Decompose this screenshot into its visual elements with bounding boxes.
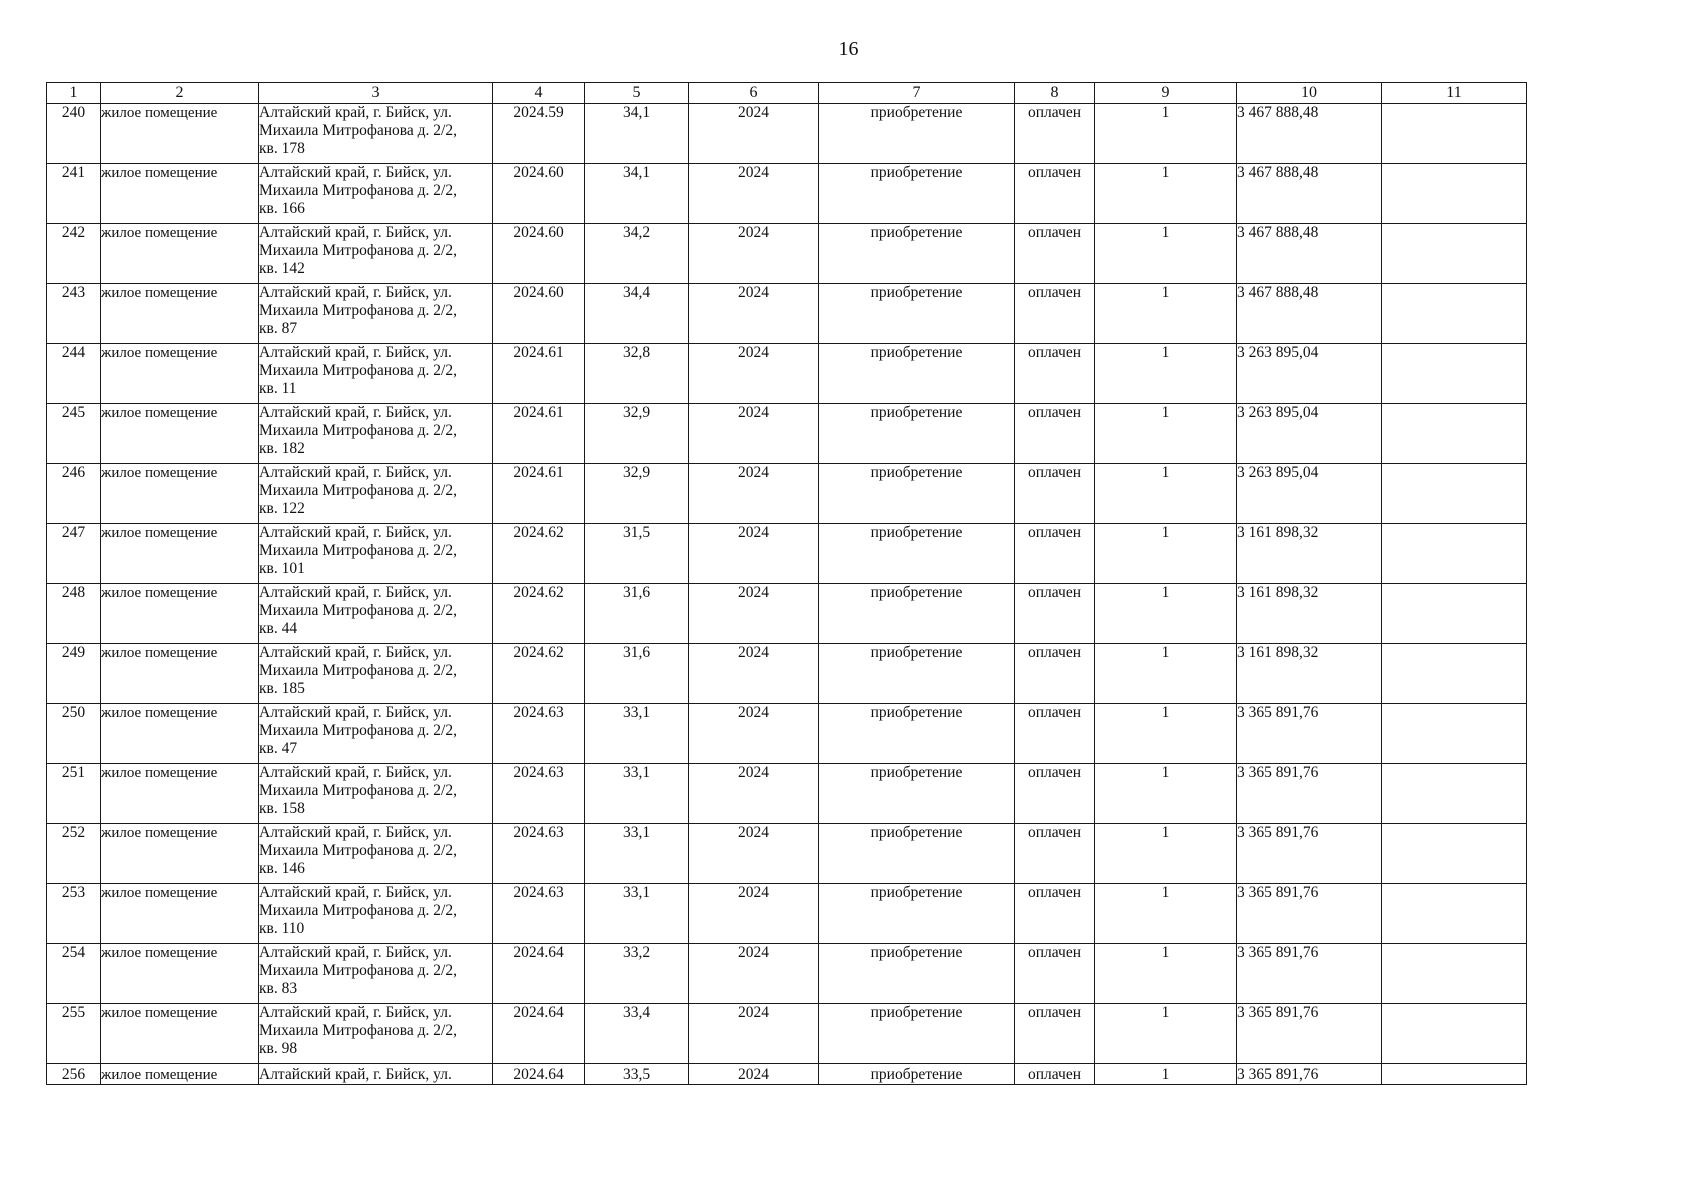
address-line: кв. 158 bbox=[259, 800, 305, 817]
property-type: жилое помещение bbox=[101, 404, 259, 464]
year: 2024 bbox=[689, 824, 819, 884]
area-sqm: 31,6 bbox=[585, 644, 689, 704]
page-number: 16 bbox=[838, 38, 859, 60]
address-line: Алтайский край, г. Бийск, ул. bbox=[259, 884, 452, 901]
cost: 3 467 888,48 bbox=[1237, 164, 1382, 224]
note bbox=[1382, 1004, 1527, 1064]
table-row bbox=[47, 344, 1527, 404]
property-address bbox=[259, 524, 493, 584]
payment-status: оплачен bbox=[1015, 944, 1095, 1004]
address-line: Алтайский край, г. Бийск, ул. bbox=[259, 104, 452, 121]
cost: 3 365 891,76 bbox=[1237, 704, 1382, 764]
cost: 3 263 895,04 bbox=[1237, 464, 1382, 524]
quantity: 1 bbox=[1095, 644, 1237, 704]
cost: 3 263 895,04 bbox=[1237, 344, 1382, 404]
address-line: Алтайский край, г. Бийск, ул. bbox=[259, 584, 452, 601]
note bbox=[1382, 584, 1527, 644]
property-type: жилое помещение bbox=[101, 224, 259, 284]
address-line: Михаила Митрофанова д. 2/2, bbox=[259, 842, 457, 859]
quantity: 1 bbox=[1095, 1064, 1237, 1085]
row-number: 241 bbox=[47, 164, 101, 224]
table-row bbox=[47, 1064, 1527, 1085]
registry-number: 2024.61 bbox=[493, 344, 585, 404]
property-address bbox=[259, 824, 493, 884]
property-address bbox=[259, 764, 493, 824]
column-header: 9 bbox=[1095, 83, 1237, 104]
quantity: 1 bbox=[1095, 344, 1237, 404]
payment-status: оплачен bbox=[1015, 644, 1095, 704]
column-header: 1 bbox=[47, 83, 101, 104]
quantity: 1 bbox=[1095, 284, 1237, 344]
area-sqm: 34,4 bbox=[585, 284, 689, 344]
column-header: 2 bbox=[101, 83, 259, 104]
acquisition-basis: приобретение bbox=[819, 524, 1015, 584]
registry-number: 2024.59 bbox=[493, 104, 585, 164]
property-type: жилое помещение bbox=[101, 884, 259, 944]
row-number: 254 bbox=[47, 944, 101, 1004]
address-line: кв. 110 bbox=[259, 920, 305, 937]
area-sqm: 33,5 bbox=[585, 1064, 689, 1085]
cost: 3 161 898,32 bbox=[1237, 644, 1382, 704]
year: 2024 bbox=[689, 344, 819, 404]
property-type: жилое помещение bbox=[101, 764, 259, 824]
acquisition-basis: приобретение bbox=[819, 824, 1015, 884]
payment-status: оплачен bbox=[1015, 164, 1095, 224]
table-row bbox=[47, 164, 1527, 224]
registry-number: 2024.62 bbox=[493, 524, 585, 584]
address-line: Михаила Митрофанова д. 2/2, bbox=[259, 782, 457, 799]
note bbox=[1382, 764, 1527, 824]
cost: 3 467 888,48 bbox=[1237, 284, 1382, 344]
property-address bbox=[259, 644, 493, 704]
cost: 3 467 888,48 bbox=[1237, 224, 1382, 284]
note bbox=[1382, 1064, 1527, 1085]
address-line: кв. 166 bbox=[259, 200, 305, 217]
registry-number: 2024.62 bbox=[493, 584, 585, 644]
address-line: Михаила Митрофанова д. 2/2, bbox=[259, 302, 457, 319]
note bbox=[1382, 944, 1527, 1004]
registry-number: 2024.63 bbox=[493, 704, 585, 764]
property-address bbox=[259, 224, 493, 284]
address-line: Михаила Митрофанова д. 2/2, bbox=[259, 422, 457, 439]
year: 2024 bbox=[689, 704, 819, 764]
address-line: Алтайский край, г. Бийск, ул. bbox=[259, 764, 452, 781]
row-number: 250 bbox=[47, 704, 101, 764]
note bbox=[1382, 344, 1527, 404]
year: 2024 bbox=[689, 464, 819, 524]
address-line: Михаила Митрофанова д. 2/2, bbox=[259, 962, 457, 979]
acquisition-basis: приобретение bbox=[819, 584, 1015, 644]
table-row bbox=[47, 824, 1527, 884]
year: 2024 bbox=[689, 584, 819, 644]
payment-status: оплачен bbox=[1015, 1064, 1095, 1085]
cost: 3 365 891,76 bbox=[1237, 1004, 1382, 1064]
acquisition-basis: приобретение bbox=[819, 644, 1015, 704]
row-number: 252 bbox=[47, 824, 101, 884]
table-row bbox=[47, 584, 1527, 644]
row-number: 248 bbox=[47, 584, 101, 644]
row-number: 256 bbox=[47, 1064, 101, 1085]
address-line: Алтайский край, г. Бийск, ул. bbox=[259, 524, 452, 541]
column-header: 3 bbox=[259, 83, 493, 104]
area-sqm: 34,1 bbox=[585, 164, 689, 224]
year: 2024 bbox=[689, 764, 819, 824]
year: 2024 bbox=[689, 524, 819, 584]
address-line: Алтайский край, г. Бийск, ул. bbox=[259, 164, 452, 181]
table-row bbox=[47, 524, 1527, 584]
acquisition-basis: приобретение bbox=[819, 944, 1015, 1004]
note bbox=[1382, 524, 1527, 584]
address-line: Алтайский край, г. Бийск, ул. bbox=[259, 824, 452, 841]
property-address bbox=[259, 164, 493, 224]
address-line: кв. 122 bbox=[259, 500, 305, 517]
payment-status: оплачен bbox=[1015, 464, 1095, 524]
address-line: Михаила Митрофанова д. 2/2, bbox=[259, 662, 457, 679]
column-header: 4 bbox=[493, 83, 585, 104]
area-sqm: 33,4 bbox=[585, 1004, 689, 1064]
row-number: 246 bbox=[47, 464, 101, 524]
table-row bbox=[47, 1004, 1527, 1064]
quantity: 1 bbox=[1095, 884, 1237, 944]
cost: 3 365 891,76 bbox=[1237, 884, 1382, 944]
year: 2024 bbox=[689, 944, 819, 1004]
cost: 3 467 888,48 bbox=[1237, 104, 1382, 164]
column-header: 8 bbox=[1015, 83, 1095, 104]
table-row bbox=[47, 884, 1527, 944]
row-number: 253 bbox=[47, 884, 101, 944]
quantity: 1 bbox=[1095, 164, 1237, 224]
column-header: 5 bbox=[585, 83, 689, 104]
address-line: кв. 83 bbox=[259, 980, 298, 997]
year: 2024 bbox=[689, 1004, 819, 1064]
registry-number: 2024.64 bbox=[493, 1064, 585, 1085]
quantity: 1 bbox=[1095, 104, 1237, 164]
registry-number: 2024.62 bbox=[493, 644, 585, 704]
address-line: Михаила Митрофанова д. 2/2, bbox=[259, 542, 457, 559]
payment-status: оплачен bbox=[1015, 1004, 1095, 1064]
area-sqm: 32,9 bbox=[585, 404, 689, 464]
register-body bbox=[47, 104, 1527, 1085]
address-line: кв. 142 bbox=[259, 260, 305, 277]
address-line: Михаила Митрофанова д. 2/2, bbox=[259, 902, 457, 919]
property-address bbox=[259, 1064, 493, 1085]
row-number: 249 bbox=[47, 644, 101, 704]
property-address bbox=[259, 344, 493, 404]
property-type: жилое помещение bbox=[101, 704, 259, 764]
address-line: Алтайский край, г. Бийск, ул. bbox=[259, 344, 452, 361]
acquisition-basis: приобретение bbox=[819, 884, 1015, 944]
registry-number: 2024.60 bbox=[493, 224, 585, 284]
address-line: Алтайский край, г. Бийск, ул. bbox=[259, 464, 452, 481]
payment-status: оплачен bbox=[1015, 704, 1095, 764]
quantity: 1 bbox=[1095, 824, 1237, 884]
quantity: 1 bbox=[1095, 764, 1237, 824]
year: 2024 bbox=[689, 404, 819, 464]
acquisition-basis: приобретение bbox=[819, 404, 1015, 464]
address-line: Михаила Митрофанова д. 2/2, bbox=[259, 122, 457, 139]
address-line: Алтайский край, г. Бийск, ул. bbox=[259, 644, 452, 661]
property-type: жилое помещение bbox=[101, 464, 259, 524]
property-type: жилое помещение bbox=[101, 644, 259, 704]
row-number: 243 bbox=[47, 284, 101, 344]
payment-status: оплачен bbox=[1015, 404, 1095, 464]
registry-number: 2024.60 bbox=[493, 164, 585, 224]
property-address bbox=[259, 584, 493, 644]
address-line: кв. 11 bbox=[259, 380, 297, 397]
row-number: 255 bbox=[47, 1004, 101, 1064]
row-number: 245 bbox=[47, 404, 101, 464]
payment-status: оплачен bbox=[1015, 104, 1095, 164]
address-line: кв. 44 bbox=[259, 620, 298, 637]
property-type: жилое помещение bbox=[101, 584, 259, 644]
note bbox=[1382, 704, 1527, 764]
cost: 3 365 891,76 bbox=[1237, 764, 1382, 824]
payment-status: оплачен bbox=[1015, 524, 1095, 584]
registry-number: 2024.61 bbox=[493, 464, 585, 524]
address-line: кв. 47 bbox=[259, 740, 298, 757]
property-address bbox=[259, 944, 493, 1004]
area-sqm: 33,1 bbox=[585, 884, 689, 944]
registry-number: 2024.60 bbox=[493, 284, 585, 344]
address-line: Михаила Митрофанова д. 2/2, bbox=[259, 722, 457, 739]
property-type: жилое помещение bbox=[101, 524, 259, 584]
note bbox=[1382, 824, 1527, 884]
cost: 3 161 898,32 bbox=[1237, 524, 1382, 584]
column-header: 10 bbox=[1237, 83, 1382, 104]
acquisition-basis: приобретение bbox=[819, 344, 1015, 404]
property-type: жилое помещение bbox=[101, 1064, 259, 1085]
payment-status: оплачен bbox=[1015, 824, 1095, 884]
acquisition-basis: приобретение bbox=[819, 704, 1015, 764]
area-sqm: 33,1 bbox=[585, 824, 689, 884]
note bbox=[1382, 464, 1527, 524]
quantity: 1 bbox=[1095, 404, 1237, 464]
address-line: кв. 182 bbox=[259, 440, 305, 457]
acquisition-basis: приобретение bbox=[819, 164, 1015, 224]
cost: 3 365 891,76 bbox=[1237, 944, 1382, 1004]
address-line: Алтайский край, г. Бийск, ул. bbox=[259, 1066, 452, 1083]
address-line: Алтайский край, г. Бийск, ул. bbox=[259, 704, 452, 721]
row-number: 242 bbox=[47, 224, 101, 284]
quantity: 1 bbox=[1095, 224, 1237, 284]
note bbox=[1382, 164, 1527, 224]
property-address bbox=[259, 1004, 493, 1064]
table-row bbox=[47, 224, 1527, 284]
quantity: 1 bbox=[1095, 1004, 1237, 1064]
quantity: 1 bbox=[1095, 944, 1237, 1004]
property-address bbox=[259, 884, 493, 944]
address-line: кв. 98 bbox=[259, 1040, 298, 1057]
row-number: 251 bbox=[47, 764, 101, 824]
address-line: Михаила Митрофанова д. 2/2, bbox=[259, 242, 457, 259]
column-header: 6 bbox=[689, 83, 819, 104]
address-line: Алтайский край, г. Бийск, ул. bbox=[259, 1004, 452, 1021]
quantity: 1 bbox=[1095, 464, 1237, 524]
address-line: кв. 146 bbox=[259, 860, 305, 877]
area-sqm: 33,1 bbox=[585, 764, 689, 824]
acquisition-basis: приобретение bbox=[819, 284, 1015, 344]
row-number: 244 bbox=[47, 344, 101, 404]
address-line: кв. 87 bbox=[259, 320, 298, 337]
table-row bbox=[47, 404, 1527, 464]
property-address bbox=[259, 464, 493, 524]
address-line: Михаила Митрофанова д. 2/2, bbox=[259, 602, 457, 619]
property-type: жилое помещение bbox=[101, 164, 259, 224]
table-row bbox=[47, 764, 1527, 824]
property-type: жилое помещение bbox=[101, 1004, 259, 1064]
address-line: Алтайский край, г. Бийск, ул. bbox=[259, 404, 452, 421]
payment-status: оплачен bbox=[1015, 764, 1095, 824]
property-type: жилое помещение bbox=[101, 824, 259, 884]
acquisition-basis: приобретение bbox=[819, 104, 1015, 164]
property-type: жилое помещение bbox=[101, 344, 259, 404]
address-line: Алтайский край, г. Бийск, ул. bbox=[259, 224, 452, 241]
payment-status: оплачен bbox=[1015, 224, 1095, 284]
area-sqm: 32,8 bbox=[585, 344, 689, 404]
row-number: 240 bbox=[47, 104, 101, 164]
address-line: Михаила Митрофанова д. 2/2, bbox=[259, 1022, 457, 1039]
property-type: жилое помещение bbox=[101, 104, 259, 164]
area-sqm: 34,2 bbox=[585, 224, 689, 284]
year: 2024 bbox=[689, 644, 819, 704]
registry-number: 2024.64 bbox=[493, 944, 585, 1004]
address-line: Михаила Митрофанова д. 2/2, bbox=[259, 482, 457, 499]
note bbox=[1382, 224, 1527, 284]
property-register-table bbox=[46, 82, 1527, 1085]
cost: 3 161 898,32 bbox=[1237, 584, 1382, 644]
table-row bbox=[47, 464, 1527, 524]
payment-status: оплачен bbox=[1015, 584, 1095, 644]
registry-number: 2024.61 bbox=[493, 404, 585, 464]
registry-number: 2024.63 bbox=[493, 884, 585, 944]
area-sqm: 31,6 bbox=[585, 584, 689, 644]
year: 2024 bbox=[689, 224, 819, 284]
area-sqm: 32,9 bbox=[585, 464, 689, 524]
acquisition-basis: приобретение bbox=[819, 224, 1015, 284]
note bbox=[1382, 284, 1527, 344]
area-sqm: 33,1 bbox=[585, 704, 689, 764]
address-line: Михаила Митрофанова д. 2/2, bbox=[259, 182, 457, 199]
year: 2024 bbox=[689, 284, 819, 344]
acquisition-basis: приобретение bbox=[819, 1004, 1015, 1064]
registry-number: 2024.64 bbox=[493, 1004, 585, 1064]
table-row bbox=[47, 944, 1527, 1004]
quantity: 1 bbox=[1095, 584, 1237, 644]
area-sqm: 33,2 bbox=[585, 944, 689, 1004]
address-line: кв. 101 bbox=[259, 560, 305, 577]
address-line: Алтайский край, г. Бийск, ул. bbox=[259, 944, 452, 961]
address-line: Михаила Митрофанова д. 2/2, bbox=[259, 362, 457, 379]
acquisition-basis: приобретение bbox=[819, 1064, 1015, 1085]
property-address bbox=[259, 284, 493, 344]
acquisition-basis: приобретение bbox=[819, 764, 1015, 824]
address-line: Алтайский край, г. Бийск, ул. bbox=[259, 284, 452, 301]
cost: 3 365 891,76 bbox=[1237, 824, 1382, 884]
property-type: жилое помещение bbox=[101, 944, 259, 1004]
payment-status: оплачен bbox=[1015, 284, 1095, 344]
year: 2024 bbox=[689, 104, 819, 164]
payment-status: оплачен bbox=[1015, 884, 1095, 944]
cost: 3 365 891,76 bbox=[1237, 1064, 1382, 1085]
property-type: жилое помещение bbox=[101, 284, 259, 344]
column-header: 11 bbox=[1382, 83, 1527, 104]
year: 2024 bbox=[689, 164, 819, 224]
column-header: 7 bbox=[819, 83, 1015, 104]
note bbox=[1382, 404, 1527, 464]
column-number-row bbox=[47, 83, 1527, 104]
table-row bbox=[47, 284, 1527, 344]
year: 2024 bbox=[689, 884, 819, 944]
registry-number: 2024.63 bbox=[493, 824, 585, 884]
property-address bbox=[259, 404, 493, 464]
address-line: кв. 185 bbox=[259, 680, 305, 697]
row-number: 247 bbox=[47, 524, 101, 584]
property-address bbox=[259, 104, 493, 164]
area-sqm: 31,5 bbox=[585, 524, 689, 584]
cost: 3 263 895,04 bbox=[1237, 404, 1382, 464]
table-row bbox=[47, 104, 1527, 164]
table-row bbox=[47, 644, 1527, 704]
year: 2024 bbox=[689, 1064, 819, 1085]
quantity: 1 bbox=[1095, 704, 1237, 764]
registry-number: 2024.63 bbox=[493, 764, 585, 824]
area-sqm: 34,1 bbox=[585, 104, 689, 164]
note bbox=[1382, 644, 1527, 704]
table-row bbox=[47, 704, 1527, 764]
quantity: 1 bbox=[1095, 524, 1237, 584]
note bbox=[1382, 884, 1527, 944]
acquisition-basis: приобретение bbox=[819, 464, 1015, 524]
address-line: кв. 178 bbox=[259, 140, 305, 157]
payment-status: оплачен bbox=[1015, 344, 1095, 404]
note bbox=[1382, 104, 1527, 164]
property-address bbox=[259, 704, 493, 764]
